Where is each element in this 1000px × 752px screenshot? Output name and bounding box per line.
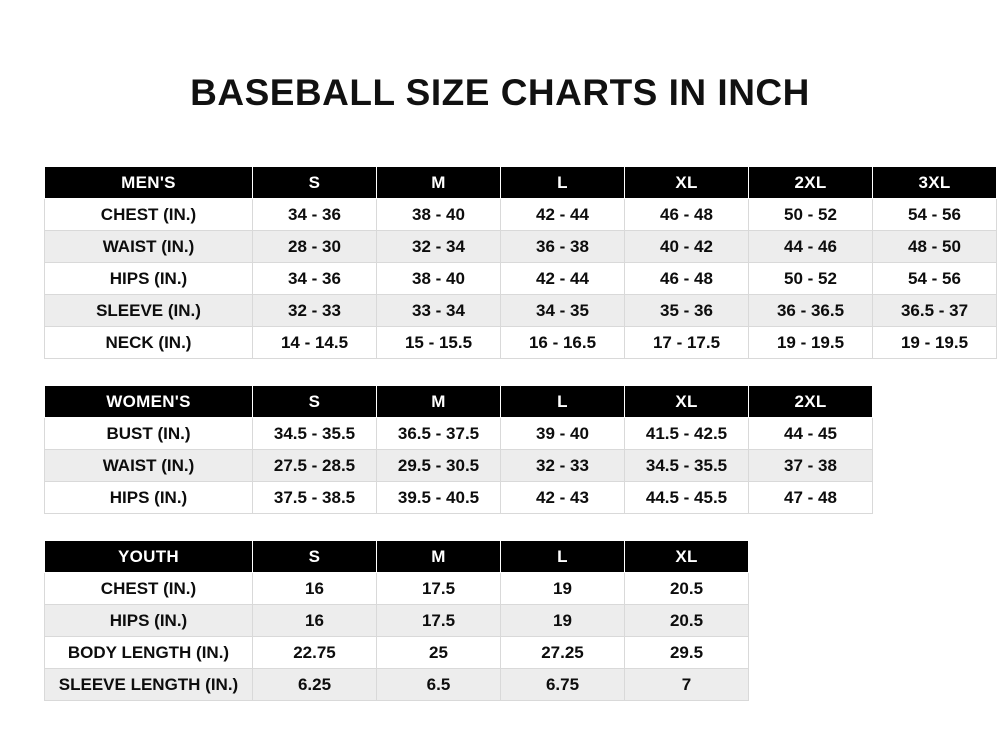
table-cell: 54 - 56 bbox=[873, 199, 997, 231]
table-cell: 39 - 40 bbox=[501, 418, 625, 450]
table-cell: 20.5 bbox=[625, 573, 749, 605]
table-cell: 37.5 - 38.5 bbox=[253, 482, 377, 514]
column-header: L bbox=[501, 386, 625, 418]
row-label: CHEST (IN.) bbox=[45, 573, 253, 605]
table-cell: 42 - 44 bbox=[501, 263, 625, 295]
column-header: WOMEN'S bbox=[45, 386, 253, 418]
table-cell: 36.5 - 37 bbox=[873, 295, 997, 327]
table-cell: 6.75 bbox=[501, 669, 625, 701]
column-header: L bbox=[501, 541, 625, 573]
row-label: CHEST (IN.) bbox=[45, 199, 253, 231]
column-header: 2XL bbox=[749, 386, 873, 418]
column-header: S bbox=[253, 167, 377, 199]
table-cell: 32 - 33 bbox=[253, 295, 377, 327]
page-title: BASEBALL SIZE CHARTS IN INCH bbox=[190, 72, 810, 113]
table-row bbox=[45, 482, 873, 514]
table-cell: 46 - 48 bbox=[625, 263, 749, 295]
column-header: XL bbox=[625, 386, 749, 418]
table-row bbox=[45, 295, 997, 327]
table-cell: 34 - 35 bbox=[501, 295, 625, 327]
table-cell: 34.5 - 35.5 bbox=[625, 450, 749, 482]
table-cell: 17.5 bbox=[377, 605, 501, 637]
table-cell: 42 - 44 bbox=[501, 199, 625, 231]
table-row bbox=[45, 573, 749, 605]
table-cell: 22.75 bbox=[253, 637, 377, 669]
table-header-row bbox=[45, 167, 997, 199]
column-header: XL bbox=[625, 167, 749, 199]
table-cell: 36.5 - 37.5 bbox=[377, 418, 501, 450]
row-label: HIPS (IN.) bbox=[45, 605, 253, 637]
table-cell: 20.5 bbox=[625, 605, 749, 637]
table-cell: 40 - 42 bbox=[625, 231, 749, 263]
table-row bbox=[45, 450, 873, 482]
column-header: M bbox=[377, 541, 501, 573]
column-header: 3XL bbox=[873, 167, 997, 199]
row-label: HIPS (IN.) bbox=[45, 482, 253, 514]
table-cell: 34 - 36 bbox=[253, 199, 377, 231]
table-cell: 7 bbox=[625, 669, 749, 701]
row-label: SLEEVE (IN.) bbox=[45, 295, 253, 327]
table-cell: 47 - 48 bbox=[749, 482, 873, 514]
column-header: YOUTH bbox=[45, 541, 253, 573]
table-row bbox=[45, 199, 997, 231]
table-cell: 50 - 52 bbox=[749, 263, 873, 295]
table-cell: 36 - 38 bbox=[501, 231, 625, 263]
column-header: 2XL bbox=[749, 167, 873, 199]
table-cell: 15 - 15.5 bbox=[377, 327, 501, 359]
column-header: M bbox=[377, 167, 501, 199]
mens-size-table bbox=[44, 166, 997, 359]
table-cell: 33 - 34 bbox=[377, 295, 501, 327]
table-cell: 25 bbox=[377, 637, 501, 669]
table-cell: 6.5 bbox=[377, 669, 501, 701]
table-cell: 32 - 33 bbox=[501, 450, 625, 482]
table-row bbox=[45, 605, 749, 637]
table-cell: 16 - 16.5 bbox=[501, 327, 625, 359]
table-cell: 46 - 48 bbox=[625, 199, 749, 231]
table-row bbox=[45, 231, 997, 263]
row-label: BUST (IN.) bbox=[45, 418, 253, 450]
row-label: WAIST (IN.) bbox=[45, 450, 253, 482]
row-label: HIPS (IN.) bbox=[45, 263, 253, 295]
table-cell: 16 bbox=[253, 605, 377, 637]
table-row bbox=[45, 418, 873, 450]
table-cell: 19 bbox=[501, 605, 625, 637]
table-header-row bbox=[45, 541, 749, 573]
table-cell: 16 bbox=[253, 573, 377, 605]
row-label: WAIST (IN.) bbox=[45, 231, 253, 263]
table-cell: 41.5 - 42.5 bbox=[625, 418, 749, 450]
youth-size-table bbox=[44, 540, 749, 701]
table-cell: 19 - 19.5 bbox=[749, 327, 873, 359]
table-cell: 36 - 36.5 bbox=[749, 295, 873, 327]
table-cell: 29.5 - 30.5 bbox=[377, 450, 501, 482]
row-label: NECK (IN.) bbox=[45, 327, 253, 359]
table-cell: 28 - 30 bbox=[253, 231, 377, 263]
table-cell: 54 - 56 bbox=[873, 263, 997, 295]
row-label: BODY LENGTH (IN.) bbox=[45, 637, 253, 669]
table-cell: 37 - 38 bbox=[749, 450, 873, 482]
column-header: MEN'S bbox=[45, 167, 253, 199]
table-cell: 19 bbox=[501, 573, 625, 605]
table-cell: 39.5 - 40.5 bbox=[377, 482, 501, 514]
table-cell: 17.5 bbox=[377, 573, 501, 605]
table-cell: 44.5 - 45.5 bbox=[625, 482, 749, 514]
table-row bbox=[45, 327, 997, 359]
table-cell: 44 - 45 bbox=[749, 418, 873, 450]
column-header: XL bbox=[625, 541, 749, 573]
table-cell: 19 - 19.5 bbox=[873, 327, 997, 359]
table-row bbox=[45, 263, 997, 295]
size-tables-container bbox=[0, 166, 1000, 701]
table-cell: 50 - 52 bbox=[749, 199, 873, 231]
table-cell: 29.5 bbox=[625, 637, 749, 669]
womens-size-table bbox=[44, 385, 873, 514]
table-cell: 48 - 50 bbox=[873, 231, 997, 263]
column-header: L bbox=[501, 167, 625, 199]
table-cell: 14 - 14.5 bbox=[253, 327, 377, 359]
table-cell: 34.5 - 35.5 bbox=[253, 418, 377, 450]
table-cell: 35 - 36 bbox=[625, 295, 749, 327]
table-cell: 44 - 46 bbox=[749, 231, 873, 263]
table-cell: 27.5 - 28.5 bbox=[253, 450, 377, 482]
row-label: SLEEVE LENGTH (IN.) bbox=[45, 669, 253, 701]
table-cell: 42 - 43 bbox=[501, 482, 625, 514]
table-cell: 38 - 40 bbox=[377, 263, 501, 295]
table-cell: 32 - 34 bbox=[377, 231, 501, 263]
table-row bbox=[45, 669, 749, 701]
table-row bbox=[45, 637, 749, 669]
column-header: S bbox=[253, 386, 377, 418]
table-cell: 38 - 40 bbox=[377, 199, 501, 231]
table-header-row bbox=[45, 386, 873, 418]
column-header: S bbox=[253, 541, 377, 573]
column-header: M bbox=[377, 386, 501, 418]
table-cell: 6.25 bbox=[253, 669, 377, 701]
table-cell: 34 - 36 bbox=[253, 263, 377, 295]
table-cell: 17 - 17.5 bbox=[625, 327, 749, 359]
table-cell: 27.25 bbox=[501, 637, 625, 669]
